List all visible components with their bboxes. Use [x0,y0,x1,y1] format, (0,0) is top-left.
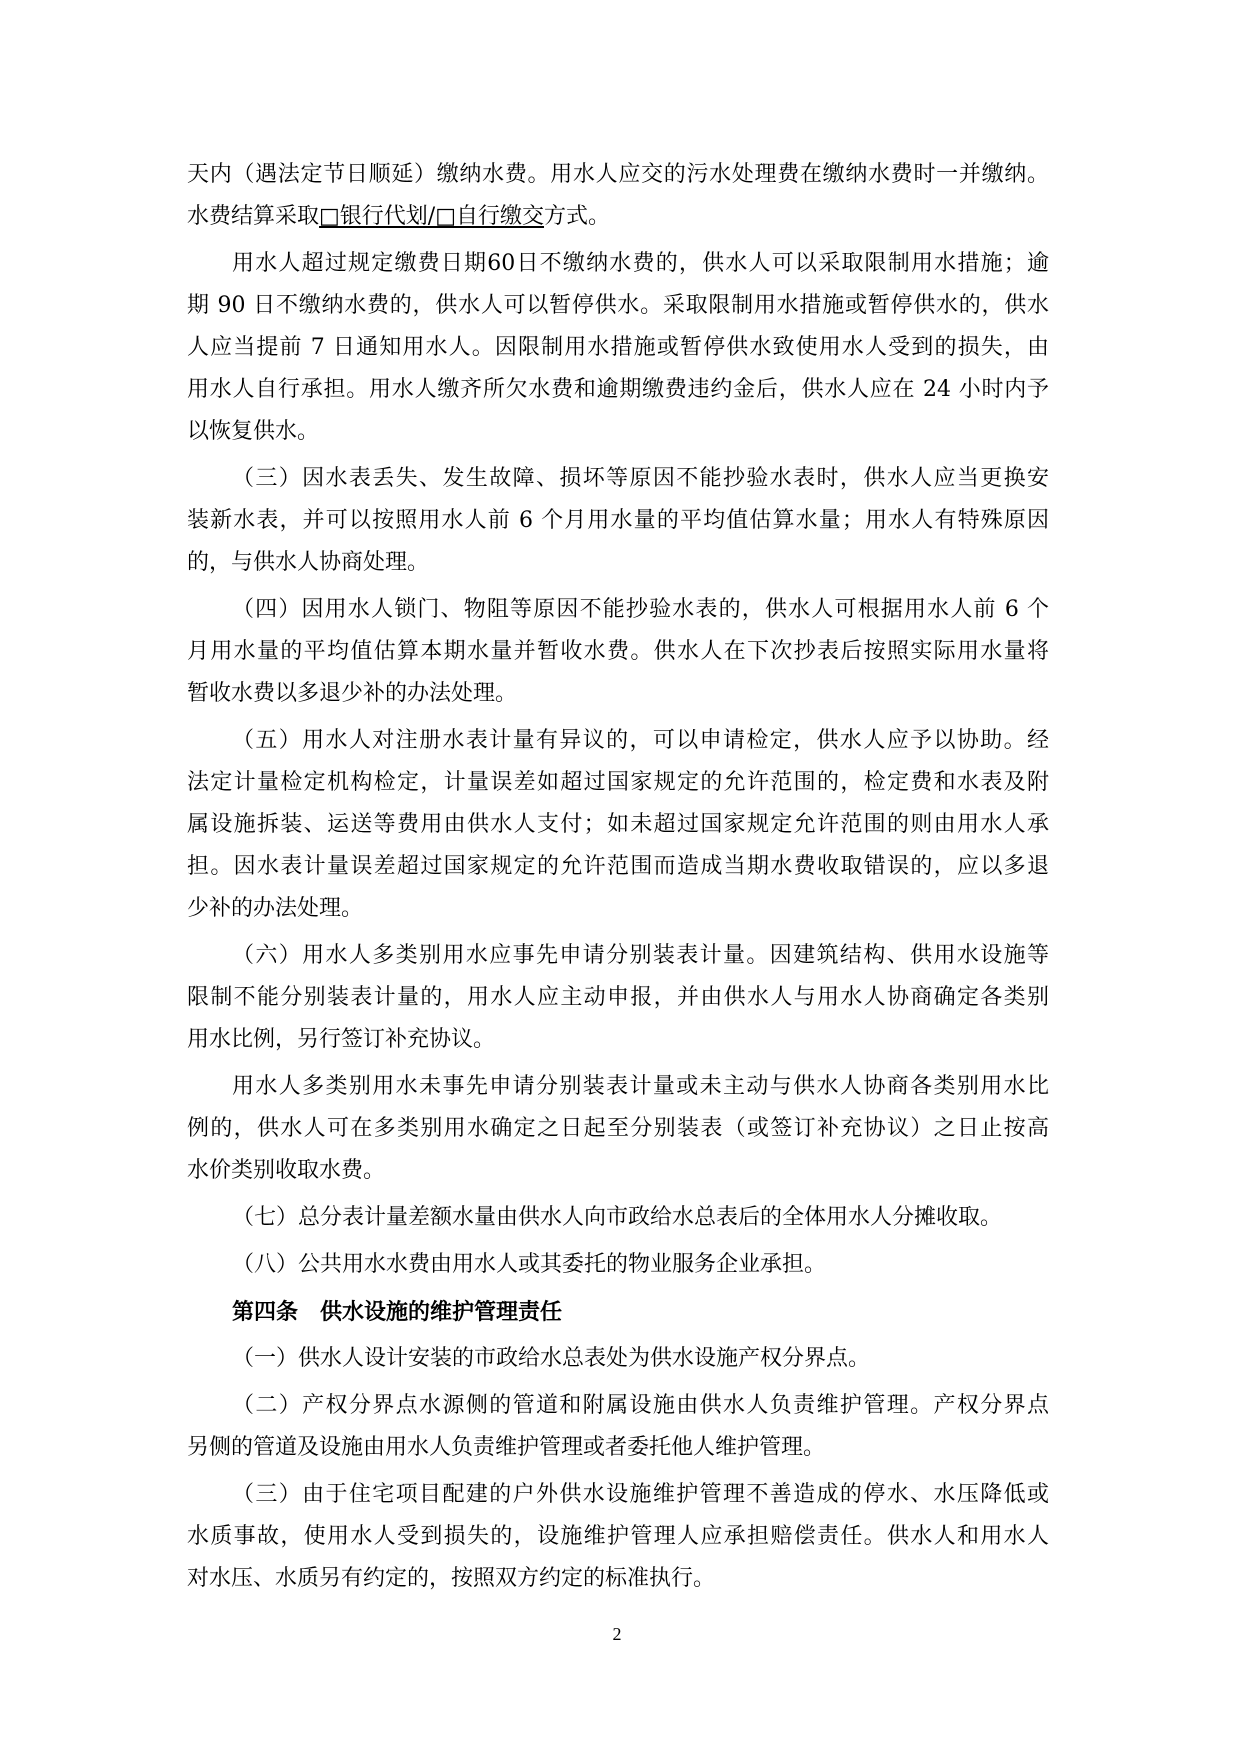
text-line: 装新水表，并可以按照用水人前 6 个月用水量的平均值估算水量；用水人有特殊原因 [187,508,1049,533]
text-line: （六）用水人多类别用水应事先申请分别装表计量。因建筑结构、供用水设施等 [232,943,1049,968]
paragraph [187,243,1049,453]
text-line: 用水比例，另行签订补充协议。 [187,1027,496,1052]
text-segment: 方式。 [544,204,611,229]
paragraph [187,1197,1049,1239]
text-line: （二）产权分界点水源侧的管道和附属设施由供水人负责维护管理。产权分界点 [232,1393,1049,1418]
text-line: （一）供水人设计安装的市政给水总表处为供水设施产权分界点。 [232,1346,871,1371]
text-segment: 水费结算采取 [187,204,320,229]
paragraph [187,720,1049,930]
text-line: 水价类别收取水费。 [187,1158,386,1183]
text-line: 用水人超过规定缴费日期60日不缴纳水费的，供水人可以采取限制用水措施；逾 [232,251,1049,276]
text-line: 以恢复供水。 [187,419,320,444]
text-line: 对水压、水质另有约定的，按照双方约定的标准执行。 [187,1566,716,1591]
text-line: （七）总分表计量差额水量由供水人向市政给水总表后的全体用水人分摊收取。 [232,1205,1003,1230]
text-line: 另侧的管道及设施由用水人负责维护管理或者委托他人维护管理。 [187,1435,826,1460]
paragraph [187,154,1049,238]
text-line: 水质事故，使用水人受到损失的，设施维护管理人应承担赔偿责任。供水人和用水人 [187,1524,1049,1549]
paragraph [187,935,1049,1061]
text-line: 属设施拆装、运送等费用由供水人支付；如未超过国家规定允许范围的则由用水人承 [187,812,1049,837]
paragraph [187,1244,1049,1286]
document-body [187,154,1049,1605]
text-line: （八）公共用水水费由用水人或其委托的物业服务企业承担。 [232,1252,827,1277]
paragraph [187,589,1049,715]
paragraph [187,1385,1049,1469]
text-line: 用水人多类别用水未事先申请分别装表计量或未主动与供水人协商各类别用水比 [232,1074,1049,1099]
text-line: （三）因水表丢失、发生故障、损坏等原因不能抄验水表时，供水人应当更换安 [232,466,1049,491]
text-line: 期 90 日不缴纳水费的，供水人可以暂停供水。采取限制用水措施或暂停供水的，供水 [187,293,1049,318]
text-line: 的，与供水人协商处理。 [187,550,430,575]
text-line: 担。因水表计量误差超过国家规定的允许范围而造成当期水费收取错误的，应以多退 [187,854,1049,879]
paragraph [187,1338,1049,1380]
text-line: 人应当提前 7 日通知用水人。因限制用水措施或暂停供水致使用水人受到的损失，由 [187,335,1049,360]
paragraph [187,458,1049,584]
text-line [187,196,1049,238]
text-line: （四）因用水人锁门、物阻等原因不能抄验水表的，供水人可根据用水人前 6 个 [232,597,1049,622]
paragraph [187,1474,1049,1600]
article-heading [187,1291,1049,1333]
heading-text: 第四条 供水设施的维护管理责任 [232,1299,563,1325]
text-line: 天内（遇法定节日顺延）缴纳水费。用水人应交的污水处理费在缴纳水费时一并缴纳。 [187,162,1049,187]
page-number: 2 [612,1624,622,1644]
payment-method-options: □银行代划/□自行缴交 [319,204,545,229]
text-line: 月用水量的平均值估算本期水量并暂收水费。供水人在下次抄表后按照实际用水量将 [187,639,1049,664]
text-line: 用水人自行承担。用水人缴齐所欠水费和逾期缴费违约金后，供水人应在 24 小时内予 [187,377,1049,402]
paragraph [187,1066,1049,1192]
text-line: 限制不能分别装表计量的，用水人应主动申报，并由供水人与用水人协商确定各类别 [187,985,1049,1010]
text-line: （五）用水人对注册水表计量有异议的，可以申请检定，供水人应予以协助。经 [232,728,1049,753]
text-line: 例的，供水人可在多类别用水确定之日起至分别装表（或签订补充协议）之日止按高 [187,1116,1049,1141]
text-line: （三）由于住宅项目配建的户外供水设施维护管理不善造成的停水、水压降低或 [232,1482,1049,1507]
text-line: 法定计量检定机构检定，计量误差如超过国家规定的允许范围的，检定费和水表及附 [187,770,1049,795]
text-line: 少补的办法处理。 [187,896,364,921]
text-line: 暂收水费以多退少补的办法处理。 [187,681,518,706]
